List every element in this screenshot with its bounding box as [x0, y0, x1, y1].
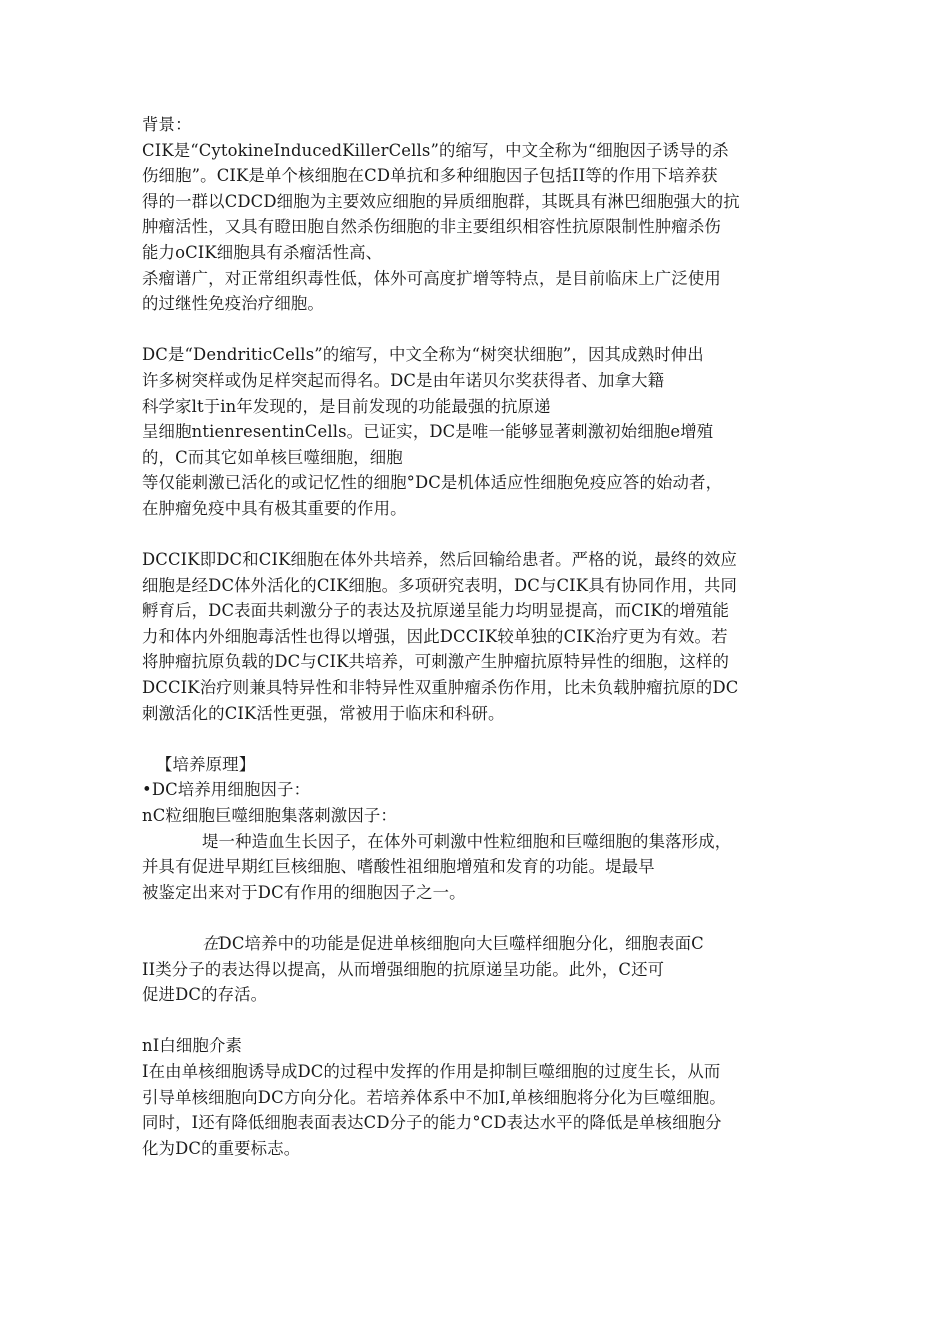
text-line: 力和体内外细胞毒活性也得以增强，因此DCCIK较单独的CIK治疗更为有效。若 [142, 626, 728, 646]
text-line: 的，C而其它如单核巨噬细胞，细胞 [142, 447, 403, 467]
text-line: 促进DC的存活。 [142, 985, 268, 1005]
text-line: 同时，I还有降低细胞表面表达CD分子的能力°CD表达水平的降低是单核细胞分 [142, 1113, 722, 1133]
text-run: DC培养中的功能是促进单核细胞向大巨噬样细胞分化，细胞表面C [218, 934, 704, 953]
paragraph-spacer [142, 1008, 832, 1034]
subsection-title-interleukin: nI白细胞介素 [142, 1036, 243, 1056]
text-line: 肿瘤活性，又具有瞪田胞自然杀伤细胞的非主要组织相容性抗原限制性肿瘤杀伤 [142, 217, 721, 237]
text-line: 许多树突样或伪足样突起而得名。DC是由年诺贝尔奖获得者、加拿大籍 [142, 370, 665, 390]
paragraph-background [142, 112, 832, 317]
paragraph-spacer [142, 317, 832, 343]
text-line: 伤细胞”。CIK是单个核细胞在CD单抗和多种细胞因子包括II等的作用下培养获 [142, 166, 718, 186]
text-line: DCCIK治疗则兼具特异性和非特异性双重肿瘤杀伤作用，比未负载肿瘤抗原的DC [142, 678, 739, 698]
text-line: 科学家lt于in年发现的，是目前发现的功能最强的抗原递 [142, 396, 551, 416]
text-line: 堤一种造血生长因子，在体外可刺激中性粒细胞和巨噬细胞的集落形成， [202, 831, 732, 851]
section-heading: 【培养原理】 [156, 754, 256, 774]
subsection-title-gmcsf: nC粒细胞巨噬细胞集落刺激因子： [142, 806, 397, 826]
text-line: 刺激活化的CIK活性更强，常被用于临床和科研。 [142, 703, 505, 723]
text-line [142, 931, 832, 957]
text-line: 将肿瘤抗原负载的DC与CIK共培养，可刺激产生肿瘤抗原特异性的细胞，这样的 [142, 652, 729, 672]
document-body [142, 112, 832, 1161]
paragraph-dccik [142, 547, 832, 726]
italic-word: 在 [202, 934, 219, 953]
section-culture-principle [142, 752, 832, 1162]
text-line: I在由单核细胞诱导成DC的过程中发挥的作用是抑制巨噬细胞的过度生长，从而 [142, 1061, 721, 1081]
text-line: 呈细胞ntienresentinCells。已证实，DC是唯一能够显著刺激初始细胞e增殖 [142, 422, 714, 442]
paragraph-dc [142, 342, 832, 521]
text-line: 等仅能刺激已活化的或记忆性的细胞°DC是机体适应性细胞免疫应答的始动者， [142, 473, 723, 493]
text-line: 背景： [142, 115, 192, 134]
text-line: 化为DC的重要标志。 [142, 1138, 301, 1158]
text-line: DCCIK即DC和CIK细胞在体外共培养，然后回输给患者。严格的说，最终的效应 [142, 550, 738, 570]
text-line: 的过继性免疫治疗细胞。 [142, 294, 324, 314]
text-line: 孵育后，DC表面共刺激分子的表达及抗原递呈能力均明显提高，而CIK的增殖能 [142, 601, 729, 621]
text-line: 能力oCIK细胞具有杀瘤活性高、 [142, 242, 383, 262]
text-line: CIK是“CytokineInducedKillerCells”的缩写，中文全称为“细胞因子诱导的杀 [142, 140, 729, 160]
text-line: II类分子的表达得以提高，从而增强细胞的抗原递呈功能。此外，C还可 [142, 959, 665, 979]
paragraph-spacer [142, 726, 832, 752]
text-line: 得的一群以CDCD细胞为主要效应细胞的异质细胞群，其既具有淋巴细胞强大的抗 [142, 191, 740, 211]
text-line: DC是“DendriticCells”的缩写，中文全称为“树突状细胞”，因其成熟时伸出 [142, 345, 704, 365]
paragraph-spacer [142, 905, 832, 931]
text-line: 引导单核细胞向DC方向分化。若培养体系中不加I,单核细胞将分化为巨噬细胞。 [142, 1087, 726, 1107]
text-line: 被鉴定出来对于DC有作用的细胞因子之一。 [142, 882, 466, 902]
text-line: 细胞是经DC体外活化的CIK细胞。多项研究表明，DC与CIK具有协同作用，共同 [142, 575, 738, 595]
bullet-item: •DC培养用细胞因子： [142, 780, 311, 800]
text-line: 并具有促进早期红巨核细胞、嗜酸性祖细胞增殖和发育的功能。堤最早 [142, 857, 655, 877]
text-line: 在肿瘤免疫中具有极其重要的作用。 [142, 498, 407, 518]
paragraph-spacer [142, 522, 832, 548]
text-line: 杀瘤谱广，对正常组织毒性低，体外可高度扩增等特点，是目前临床上广泛使用 [142, 268, 721, 288]
